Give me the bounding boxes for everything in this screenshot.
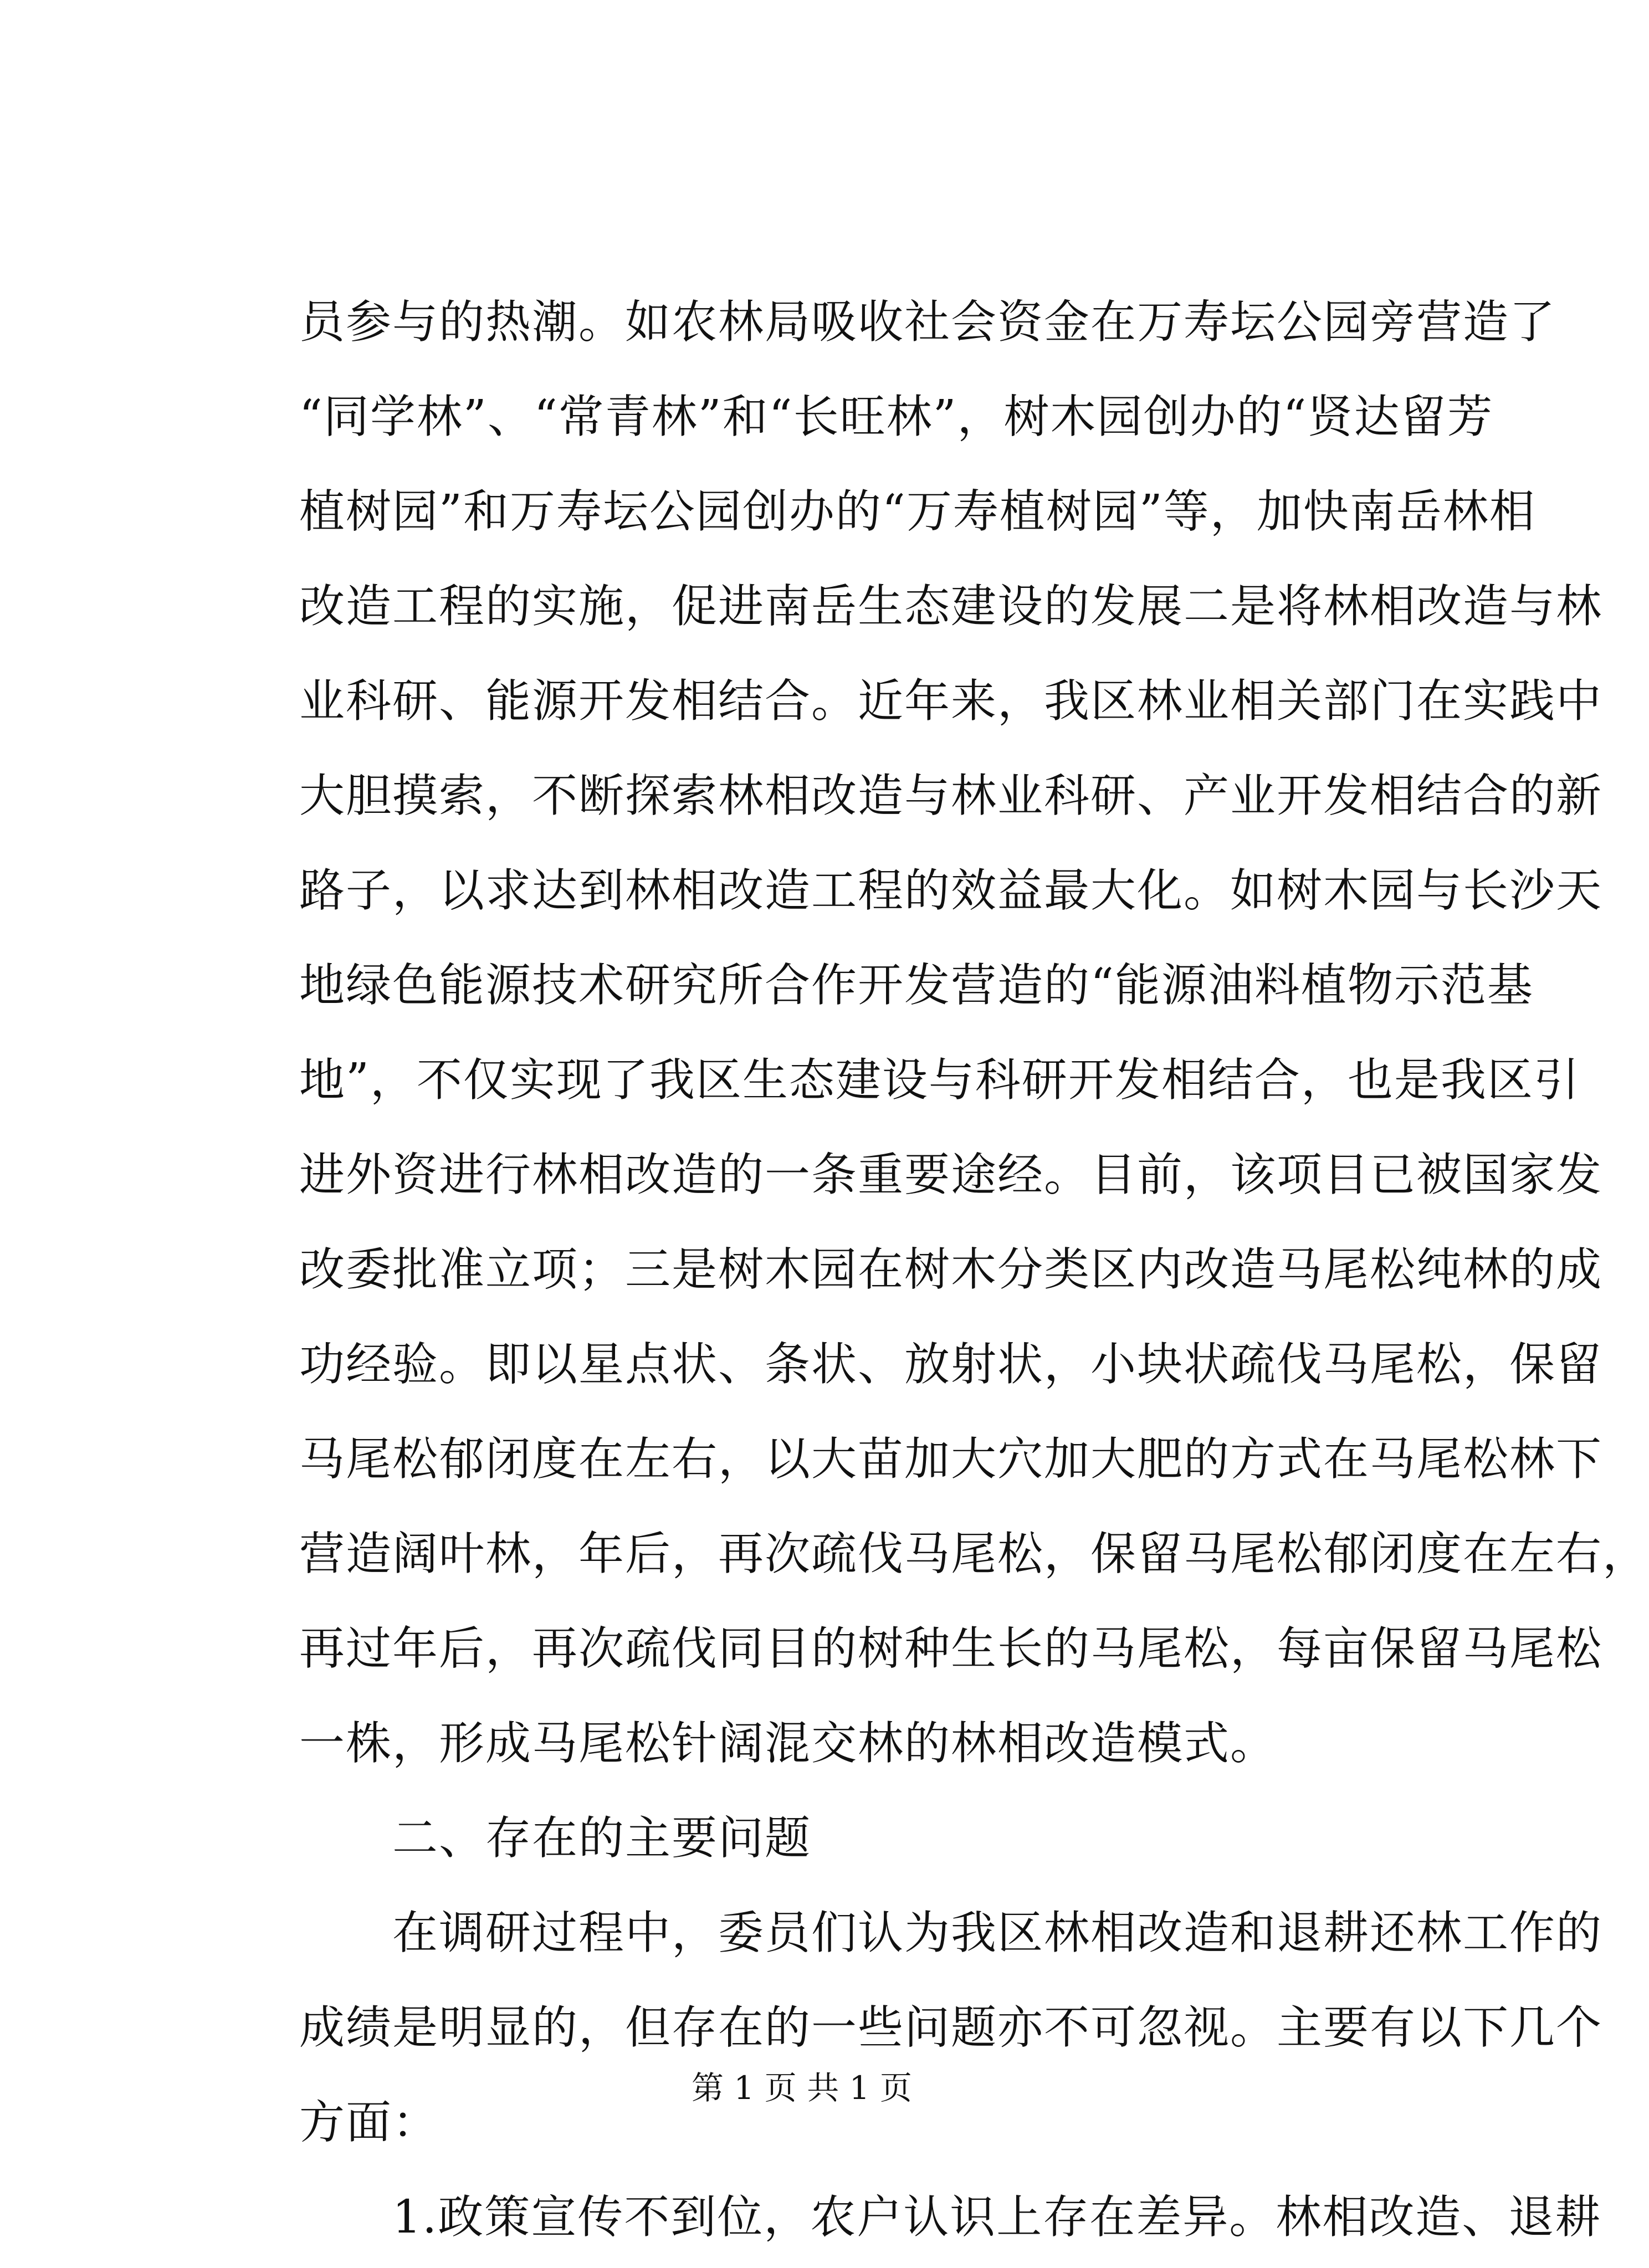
page-footer: 第 1 页 共 1 页: [692, 2069, 912, 2107]
text-line: 营造阔叶林，年后，再次疏伐马尾松，保留马尾松郁闭度在左右，: [299, 1528, 1649, 1580]
section-heading: 二、存在的主要问题: [299, 1812, 812, 1865]
text-line: 一株，形成马尾松针阔混交林的林相改造模式。: [299, 1717, 1277, 1770]
text-line: 成绩是明显的，但存在的一些问题亦不可忽视。主要有以下几个: [299, 2001, 1603, 2054]
text-line: 业科研、能源开发相结合。近年来，我区林业相关部门在实践中: [299, 675, 1603, 728]
text-line: 员参与的热潮。如农林局吸收社会资金在万寿坛公园旁营造了: [299, 296, 1556, 349]
text-line: “同学林”、“常青林”和“长旺林”，树木园创办的“贤达留芳: [299, 391, 1494, 443]
body-text: [299, 275, 1649, 2265]
text-line: 进外资进行林相改造的一条重要途经。目前，该项目已被国家发: [299, 1149, 1603, 1201]
text-line: 马尾松郁闭度在左右，以大苗加大穴加大肥的方式在马尾松林下: [299, 1433, 1603, 1486]
text-line: 在调研过程中，委员们认为我区林相改造和退耕还林工作的: [299, 1907, 1603, 1959]
text-line: 植树园”和万寿坛公园创办的“万寿植树园”等，加快南岳林相: [299, 485, 1536, 538]
text-line: 1.政策宣传不到位，农户认识上存在差异。林相改造、退耕: [299, 2191, 1602, 2244]
text-line: 地”，不仅实现了我区生态建设与科研开发相结合，也是我区引: [299, 1054, 1580, 1107]
text-line: 方面：: [299, 2096, 439, 2149]
text-line: 大胆摸索，不断探索林相改造与林业科研、产业开发相结合的新: [299, 770, 1603, 822]
text-line: 功经验。即以星点状、条状、放射状，小块状疏伐马尾松，保留: [299, 1338, 1603, 1391]
text-line: 改造工程的实施，促进南岳生态建设的发展二是将林相改造与林: [299, 580, 1603, 633]
text-line: 改委批准立项；三是树木园在树木分类区内改造马尾松纯林的成: [299, 1243, 1603, 1296]
text-line: 再过年后，再次疏伐同目的树种生长的马尾松，每亩保留马尾松: [299, 1622, 1603, 1675]
text-line: 地绿色能源技术研究所合作开发营造的“能源油料植物示范基: [299, 959, 1534, 1012]
text-line: 路子，以求达到林相改造工程的效益最大化。如树木园与长沙天: [299, 864, 1603, 917]
